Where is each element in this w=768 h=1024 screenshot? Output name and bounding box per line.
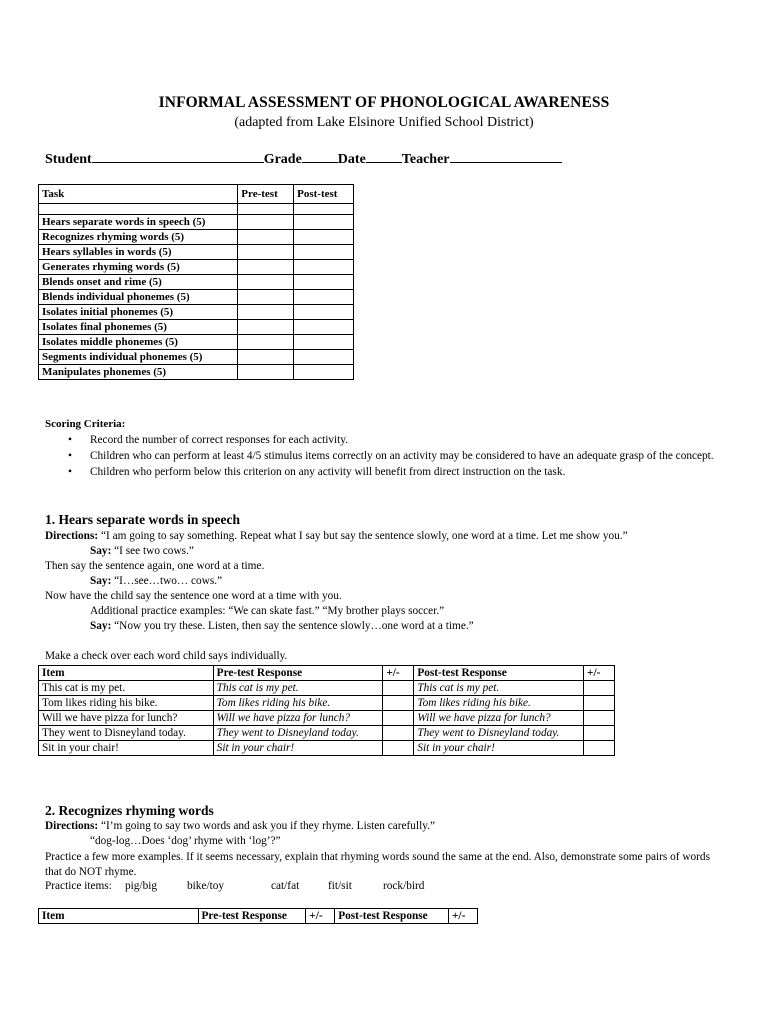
task-name: Segments individual phonemes (5): [39, 350, 238, 365]
task-row: [39, 245, 354, 260]
item-cell: Sit in your chair!: [39, 741, 214, 756]
pretest-response-cell[interactable]: They went to Disneyland today.: [213, 726, 383, 741]
task-name: Blends onset and rime (5): [39, 275, 238, 290]
task-name: Isolates final phonemes (5): [39, 320, 238, 335]
posttest-cell[interactable]: [294, 365, 354, 380]
posttest-cell[interactable]: [294, 335, 354, 350]
response-table-header: [39, 666, 615, 681]
task-table-header: [39, 185, 354, 204]
task-name: Blends individual phonemes (5): [39, 290, 238, 305]
posttest-mark-cell[interactable]: [584, 696, 615, 711]
posttest-response-cell[interactable]: They went to Disneyland today.: [414, 726, 584, 741]
posttest-mark-cell[interactable]: [584, 741, 615, 756]
say-label: Say:: [90, 545, 112, 557]
pretest-cell[interactable]: [238, 245, 294, 260]
pretest-cell[interactable]: [238, 230, 294, 245]
page-subtitle: (adapted from Lake Elsinore Unified School District): [234, 115, 534, 130]
pretest-mark-cell[interactable]: [383, 741, 414, 756]
then-line: Then say the sentence again, one word at a time.: [45, 560, 265, 572]
pretest-cell[interactable]: [238, 335, 294, 350]
directions-label: Directions:: [45, 530, 99, 542]
task-header: Task: [39, 185, 238, 204]
section1-response-table: [38, 665, 615, 756]
posttest-response-header: Post-test Response: [414, 666, 584, 681]
posttest-header: Post-test: [294, 185, 354, 204]
posttest-mark-cell[interactable]: [584, 681, 615, 696]
task-row: [39, 335, 354, 350]
pretest-response-cell[interactable]: This cat is my pet.: [213, 681, 383, 696]
student-info-line: [45, 150, 562, 168]
task-table-spacer-row: [39, 204, 354, 215]
pretest-cell[interactable]: [238, 290, 294, 305]
pretest-response-cell[interactable]: Sit in your chair!: [213, 741, 383, 756]
task-name: Hears separate words in speech (5): [39, 215, 238, 230]
posttest-cell[interactable]: [294, 305, 354, 320]
section2-heading: 2. Recognizes rhyming words: [45, 803, 214, 818]
posttest-cell[interactable]: [294, 230, 354, 245]
plus-minus-header: +/-: [383, 666, 414, 681]
section2-response-table: [38, 908, 478, 924]
date-label: Date: [337, 152, 366, 167]
pretest-response-cell[interactable]: Tom likes riding his bike.: [213, 696, 383, 711]
scoring-item: • Children who can perform at least 4/5 stimulus items correctly on an activity may be considered to have an adequate grasp of the concept.: [62, 448, 732, 464]
task-row: [39, 365, 354, 380]
check-instruction: Make a check over each word child says individually.: [45, 650, 288, 662]
say-line-3: [90, 620, 474, 632]
pretest-response-cell[interactable]: Will we have pizza for lunch?: [213, 711, 383, 726]
item-cell: Tom likes riding his bike.: [39, 696, 214, 711]
plus-minus-header: +/-: [306, 909, 335, 924]
item-header: Item: [39, 909, 199, 924]
posttest-cell[interactable]: [294, 245, 354, 260]
posttest-response-cell[interactable]: This cat is my pet.: [414, 681, 584, 696]
posttest-cell[interactable]: [294, 350, 354, 365]
response-row: [39, 711, 615, 726]
item-cell: Will we have pizza for lunch?: [39, 711, 214, 726]
item-cell: They went to Disneyland today.: [39, 726, 214, 741]
section2-directions: [45, 820, 435, 832]
posttest-mark-cell[interactable]: [584, 711, 615, 726]
response-row: [39, 741, 615, 756]
say-text: “I see two cows.”: [111, 545, 194, 557]
task-row: [39, 290, 354, 305]
task-row: [39, 305, 354, 320]
task-name: Generates rhyming words (5): [39, 260, 238, 275]
task-name: Hears syllables in words (5): [39, 245, 238, 260]
date-field[interactable]: [366, 150, 402, 163]
task-row: [39, 215, 354, 230]
plus-minus-header: +/-: [449, 909, 478, 924]
say-text: “I…see…two… cows.”: [111, 575, 223, 587]
additional-practice-line: Additional practice examples: “We can skate fast.” “My brother plays soccer.”: [90, 605, 445, 617]
practice-instruction: Practice a few more examples. If it seems necessary, explain that rhyming words sound the same at the end. Also, demonstrate some pairs of words that do NOT rhyme.: [45, 851, 710, 878]
pretest-cell[interactable]: [238, 275, 294, 290]
scoring-heading: Scoring Criteria:: [45, 418, 126, 430]
posttest-mark-cell[interactable]: [584, 726, 615, 741]
page-title: INFORMAL ASSESSMENT OF PHONOLOGICAL AWARENESS: [158, 94, 610, 111]
task-name: Isolates initial phonemes (5): [39, 305, 238, 320]
directions-label: Directions:: [45, 820, 99, 832]
scoring-item: • Record the number of correct responses for each activity.: [62, 432, 732, 448]
task-name: Recognizes rhyming words (5): [39, 230, 238, 245]
grade-field[interactable]: [302, 150, 338, 163]
task-name: Isolates middle phonemes (5): [39, 335, 238, 350]
say-text: “Now you try these. Listen, then say the sentence slowly…one word at a time.”: [111, 620, 474, 632]
section1-directions: [45, 530, 628, 542]
task-name: Manipulates phonemes (5): [39, 365, 238, 380]
say-label: Say:: [90, 620, 112, 632]
teacher-label: Teacher: [401, 152, 450, 167]
posttest-cell[interactable]: [294, 260, 354, 275]
posttest-response-cell[interactable]: Will we have pizza for lunch?: [414, 711, 584, 726]
student-label: Student: [45, 152, 92, 167]
scoring-list: [62, 432, 732, 480]
practice-item: bike/toy: [187, 880, 225, 892]
posttest-response-cell[interactable]: Sit in your chair!: [414, 741, 584, 756]
pretest-mark-cell[interactable]: [383, 681, 414, 696]
response-row: [39, 726, 615, 741]
directions-text: “I’m going to say two words and ask you if they rhyme. Listen carefully.”: [98, 820, 435, 832]
pretest-header: Pre-test: [238, 185, 294, 204]
pretest-cell[interactable]: [238, 365, 294, 380]
posttest-response-cell[interactable]: Tom likes riding his bike.: [414, 696, 584, 711]
task-row: [39, 230, 354, 245]
section1-heading: 1. Hears separate words in speech: [45, 512, 240, 527]
practice-item: rock/bird: [383, 880, 425, 892]
pretest-cell[interactable]: [238, 215, 294, 230]
student-field[interactable]: [92, 150, 264, 163]
practice-item: pig/big: [125, 880, 158, 892]
teacher-field[interactable]: [450, 150, 562, 163]
response-row: [39, 696, 615, 711]
now-line: Now have the child say the sentence one word at a time with you.: [45, 590, 342, 602]
practice-item: cat/fat: [271, 880, 300, 892]
pretest-cell[interactable]: [238, 305, 294, 320]
posttest-cell[interactable]: [294, 320, 354, 335]
pretest-mark-cell[interactable]: [383, 711, 414, 726]
directions-text: “I am going to say something. Repeat what I say but say the sentence slowly, one word at a time. Let me show you.”: [98, 530, 628, 542]
posttest-cell[interactable]: [294, 290, 354, 305]
item-cell: This cat is my pet.: [39, 681, 214, 696]
item-header: Item: [39, 666, 214, 681]
practice-items-line: [45, 880, 425, 892]
posttest-cell[interactable]: [294, 215, 354, 230]
task-row: [39, 350, 354, 365]
plus-minus-header: +/-: [584, 666, 615, 681]
pretest-mark-cell[interactable]: [383, 726, 414, 741]
posttest-cell[interactable]: [294, 275, 354, 290]
say-label: Say:: [90, 575, 112, 587]
practice-item: fit/sit: [328, 880, 352, 892]
task-row: [39, 260, 354, 275]
pretest-mark-cell[interactable]: [383, 696, 414, 711]
say-line-2: [90, 575, 222, 587]
task-summary-table: [38, 184, 354, 380]
pretest-response-header: Pre-test Response: [213, 666, 383, 681]
practice-items-label: Practice items:: [45, 880, 112, 892]
pretest-cell[interactable]: [238, 350, 294, 365]
say-line-1: [90, 545, 194, 557]
response-table-header: [39, 909, 478, 924]
rhyme-example: “dog-log…Does ‘dog’ rhyme with ‘log’?”: [90, 835, 281, 847]
scoring-item: • Children who perform below this criterion on any activity will benefit from direct instruction on the task.: [62, 464, 732, 480]
posttest-response-header: Post-test Response: [335, 909, 449, 924]
task-row: [39, 275, 354, 290]
pretest-cell[interactable]: [238, 320, 294, 335]
pretest-cell[interactable]: [238, 260, 294, 275]
pretest-response-header: Pre-test Response: [198, 909, 306, 924]
grade-label: Grade: [263, 152, 302, 167]
response-row: [39, 681, 615, 696]
task-row: [39, 320, 354, 335]
